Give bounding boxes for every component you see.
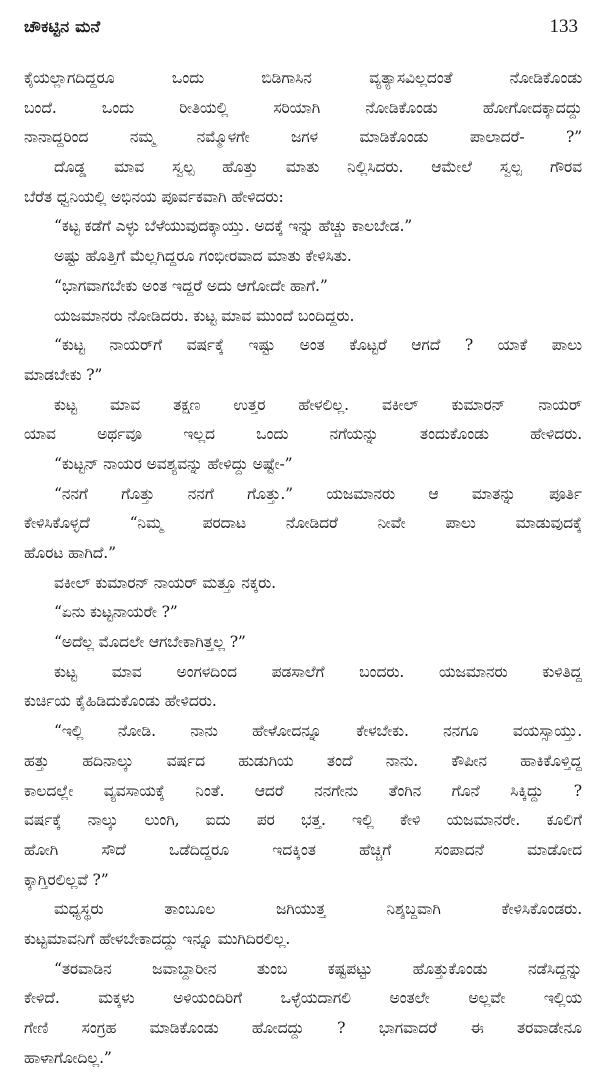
text-line: “ಅದೆಲ್ಲ ಮೊದಲೇ ಆಗಬೇಕಾಗಿತ್ತಲ್ಲ ?” [54,633,246,652]
text-line: ಕೇಳಿದೆ. ಮಕ್ಕಳು ಅಳಿಯಂದಿರಿಗೆ ಒಳ್ಳೆಯದಾಗಲಿ ಅಂತಲೇ ಅಲ್ಲವೇ ಇಲ್ಲಿಯ [24,989,582,1008]
running-head [24,16,582,50]
text-line: ಹತ್ತು ಹದಿನಾಲ್ಕು ವರ್ಷದ ಹುಡುಗಿಯ ತಂದೆ ನಾನು. ಕೌಪೀನ ಹಾಕಿಕೊಳ್ತಿದ್ದ [24,751,582,770]
text-line: ಕೇಳಿಸಿಕೊಳ್ಳದೆ “ನಿಮ್ಮ ಪರದಾಟ ನೋಡಿದರೆ ನೀವೇ ಪಾಲು ಮಾಡುವುದಕ್ಕೆ [24,514,582,533]
text-line: ಕೈಯಲ್ಲಾಗದಿದ್ದರೂ ಒಂದು ಬಿಡಿಗಾಸಿನ ವ್ಯತ್ಯಾಸವಿಲ್ಲದಂತೆ ನೋಡಿಕೊಂಡು [24,69,582,87]
text-line: ಕ್ಕಾಗ್ತಿರಲಿಲ್ಲವೆ ?” [24,870,109,889]
text-line: ಕುಟ್ಟ ಮಾವ ಅಂಗಳದಿಂದ ಪಡಸಾಲೆಗೆ ಬಂದರು. ಯಜಮಾನರು ಕುಳಿತಿದ್ದ [54,662,582,681]
text-line: “ತರವಾಡಿನ ಜವಾಬ್ದಾರೀನ ತುಂಬ ಕಷ್ಟಪಟ್ಟು ಹೊತ್ತುಕೊಂಡು ನಡೆಸಿದ್ದನ್ನು [54,959,582,978]
text-line: ಬೆರೆತ ಧ್ವನಿಯಲ್ಲಿ ಅಭಿನಯ ಪೂರ್ವಕವಾಗಿ ಹೇಳಿದರು: [24,187,284,206]
text-line: ಹೊರಟ ಹಾಗಿದೆ.” [24,544,116,562]
text-line: ಯಜಮಾನರು ನೋಡಿದರು. ಕುಟ್ಟ ಮಾವ ಮುಂದೆ ಬಂದಿದ್ದರು. [54,306,355,325]
text-line: “ಕುಟ್ಟನ್ ನಾಯರ ಅವಶ್ಯವನ್ನು ಹೇಳಿದ್ದು ಅಷ್ಟೇ-” [54,454,293,473]
text-line: “ಏನು ಕುಟ್ಟನಾಯರೇ ?” [54,603,178,622]
text-line: ಕುಟ್ಟಮಾವನಿಗೆ ಹೇಳಬೇಕಾದದ್ದು ಇನ್ನೂ ಮುಗಿದಿರಲಿಲ್ಲ. [24,929,291,948]
text-line: ವರ್ಷಕ್ಕೆ ನಾಲ್ಕು ಲುಂಗಿ, ಐದು ಪರ ಭತ್ತ. ಇಲ್ಲಿ ಕೇಳಿ ಯಜಮಾನರೇ. ಕೂಲಿಗೆ [24,811,582,830]
page-number: 133 [549,16,578,37]
text-line: ಕುರ್ಚಿಯ ಕೈಹಿಡಿದುಕೊಂಡು ಹೇಳಿದರು. [24,692,217,711]
text-line: ಮಧ್ಯಸ್ಥರು ತಾಂಬೂಲ ಜಗಿಯುತ್ತ ನಿಶ್ಶಬ್ದವಾಗಿ ಕೇಳಿಸಿಕೊಂಡರು. [54,900,582,919]
text-line: ವಕೀಲ್ ಕುಮಾರನ್ ನಾಯರ್ ಮತ್ತೂ ನಕ್ಕರು. [54,573,276,592]
text-line: ಕುಟ್ಟ ಮಾವ ತಕ್ಷಣ ಉತ್ತರ ಹೇಳಲಿಲ್ಲ. ವಕೀಲ್ ಕುಮಾರನ್ ನಾಯರ್ [54,395,582,414]
text-line: “ಇಲ್ಲಿ ನೋಡಿ. ನಾನು ಹೇಳೋದನ್ನೂ ಕೇಳಬೇಕು. ನನಗೂ ವಯಸ್ಸಾಯ್ತು. [54,722,582,741]
text-line: ಯಾವ ಅರ್ಥವೂ ಇಲ್ಲದ ಒಂದು ನಗೆಯನ್ನು ತಂದುಕೊಂಡು ಹೇಳಿದರು. [24,425,582,444]
text-line: “ಭಾಗವಾಗಬೇಕು ಅಂತ ಇದ್ದರೆ ಅದು ಆಗೋದೇ ಹಾಗೆ.” [54,276,328,295]
text-line: ಮಾಡಬೇಕು ?” [24,365,103,384]
text-line: ನಾನಾದ್ದರಿಂದ ನಮ್ಮ ನಮ್ಮೊಳಗೇ ಜಗಳ ಮಾಡಿಕೊಂಡು ಪಾಲಾದರೆ- ?” [24,128,582,147]
text-line: ಹಾಳಾಗೋದಿಲ್ಲ.” [24,1048,112,1067]
text-line: “ನನಗೆ ಗೊತ್ತು ನನಗೆ ಗೊತ್ತು.” ಯಜಮಾನರು ಆ ಮಾತನ್ನು ಪೂರ್ತಿ [54,484,582,503]
text-line: ಹೋಗಿ ಸೌದೆ ಒಡೆದಿದ್ದರೂ ಇದಕ್ಕಿಂತ ಹೆಚ್ಚಿಗೆ ಸಂಪಾದನೆ ಮಾಡೋದ [24,840,582,859]
text-line: ಕಾಲದಲ್ಲೇ ವ್ಯವಸಾಯಕ್ಕೆ ನಿಂತೆ. ಆದರೆ ನನಗೇನು ತೆಂಗಿನ ಗೊನೆ ಸಿಕ್ಕಿದ್ದು ? [24,781,582,800]
running-title: ಚೌಕಟ್ಟಿನ ಮನೆ [24,17,101,36]
text-line: ಅಷ್ಟು ಹೊತ್ತಿಗೆ ಮೆಲ್ಲಗಿದ್ದರೂ ಗಂಭೀರವಾದ ಮಾತು ಕೇಳಿಸಿತು. [54,247,352,266]
text-line: “ಕುಟ್ಟ ನಾಯರ್‌ಗೆ ವರ್ಷಕ್ಕೆ ಇಷ್ಟು ಅಂತ ಕೊಟ್ಟರೆ ಆಗದೆ ? ಯಾಕೆ ಪಾಲು [54,336,582,355]
text-line: “ಕಟ್ಟ ಕಡೆಗೆ ಎಳ್ಳು ಬೆಳೆಯುವುದಕ್ಕಾಯ್ತು. ಅದಕ್ಕೆ ಇನ್ನು ಹೆಚ್ಚು ಕಾಲಬೇಡ.” [54,217,413,236]
body-text [24,64,582,1073]
text-line: ಬಂದೆ. ಒಂದು ರೀತಿಯಲ್ಲಿ ಸರಿಯಾಗಿ ನೋಡಿಕೊಂಡು ಹೋಗೋದಕ್ಕಾದದ್ದು [24,98,582,117]
text-line: ಗೇಣಿ ಸಂಗ್ರಹ ಮಾಡಿಕೊಂಡು ಹೋದದ್ದು ? ಭಾಗವಾದರೆ ಈ ತರವಾಡೇನೂ [24,1019,582,1037]
text-line: ದೊಡ್ಡ ಮಾವ ಸ್ವಲ್ಪ ಹೊತ್ತು ಮಾತು ನಿಲ್ಲಿಸಿದರು. ಆಮೇಲೆ ಸ್ವಲ್ಪ ಗೌರವ [54,158,582,177]
